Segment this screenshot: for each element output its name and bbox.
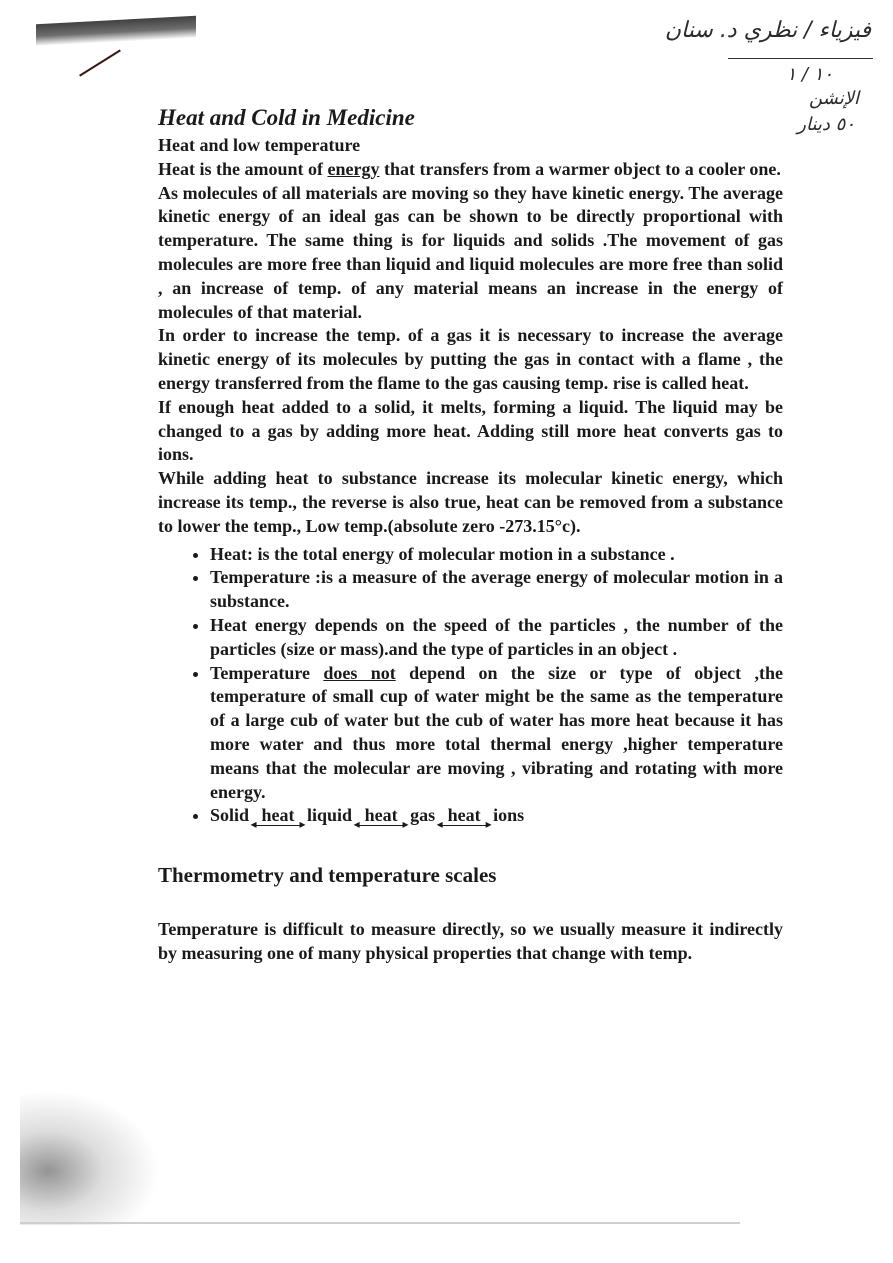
section-subtitle: Heat and low temperature bbox=[158, 135, 361, 155]
heat-arrow: ◂ heat ▸ bbox=[359, 805, 404, 826]
list-item: • Heat: is the total energy of molecular motion in a substance . bbox=[210, 543, 783, 567]
page-title: Heat and Cold in Medicine bbox=[158, 105, 415, 130]
underlined-energy: energy bbox=[327, 158, 380, 179]
handwritten-note-date: ١٠ / ١ bbox=[786, 64, 833, 85]
scan-pen-mark bbox=[79, 49, 121, 76]
section-heading: Thermometry and temperature scales bbox=[158, 863, 497, 888]
document-body bbox=[158, 104, 783, 966]
handwritten-course-note: فيزياء / نظري د. سنان bbox=[664, 18, 871, 43]
text-run: that transfers from a warmer object to a cooler one. bbox=[379, 158, 781, 179]
paragraph-thermometry: Temperature is difficult to measure directly, so we usually measure it indirectly by measuring one of many physical properties that change with temp. bbox=[158, 919, 783, 963]
list-item bbox=[210, 662, 783, 805]
phase-sequence bbox=[210, 804, 783, 828]
heat-arrow: ◂ heat ▸ bbox=[256, 805, 301, 826]
handwritten-underline bbox=[728, 58, 873, 59]
handwritten-note-price: ٥٠ دينار bbox=[797, 114, 855, 135]
scan-shadow-top bbox=[36, 16, 196, 46]
scan-shadow-bottom-left bbox=[20, 1090, 160, 1225]
paragraph-gas-heating: In order to increase the temp. of a gas it is necessary to increase the average kinetic energy of its molecules by putting the gas in contact with a flame , the energy transferred from the flame to the gas causing temp. rise is called heat. bbox=[158, 325, 783, 393]
paragraph-heat-definition bbox=[158, 158, 783, 182]
phase-liquid: liquid bbox=[307, 805, 353, 826]
phase-solid: Solid bbox=[210, 805, 250, 826]
paragraph-heat-removal: While adding heat to substance increase its molecular kinetic energy, which increase its temp., the reverse is also true, heat can be removed from a substance to lower the temp., Low temp.(absolute zero -273.15°c). bbox=[158, 468, 783, 536]
paragraph-kinetic-energy: As molecules of all materials are moving so they have kinetic energy. The average kinetic energy of an ideal gas can be shown to be directly proportional with temperature. The same thing is for liquids and solids .The movement of gas molecules are more free than liquid and liquid molecules are more free than solid , an increase of temp. of any material means an increase in the energy of molecules of that material. bbox=[158, 182, 783, 322]
list-item: • Heat energy depends on the speed of the particles , the number of the particles (size or mass).and the type of particles in an object . bbox=[210, 614, 783, 662]
bullet-list bbox=[158, 543, 783, 829]
phase-gas: gas bbox=[410, 805, 436, 826]
phase-ions: ions bbox=[493, 805, 525, 826]
text-run: Temperature bbox=[210, 662, 324, 683]
handwritten-note-name: الإنشن bbox=[808, 88, 859, 109]
text-run: Heat is the amount of bbox=[158, 158, 328, 179]
heat-arrow: ◂ heat ▸ bbox=[442, 805, 487, 826]
text-run: depend on the size or type of object ,the temperature of small cup of water might be the same as the temperature of a large cub of water but the cub of water has more heat because it has more water and thus more total thermal energy ,higher temperature means that the molecular are moving , vibrating and rotating with more energy. bbox=[210, 662, 784, 802]
paragraph-phase-changes: If enough heat added to a solid, it melts, forming a liquid. The liquid may be changed to a gas by adding more heat. Adding still more heat converts gas to ions. bbox=[158, 396, 783, 465]
underlined-does-not: does not bbox=[323, 662, 396, 683]
list-item: • Temperature :is a measure of the average energy of molecular motion in a substance. bbox=[210, 566, 783, 614]
page-bottom-edge bbox=[20, 1222, 740, 1224]
